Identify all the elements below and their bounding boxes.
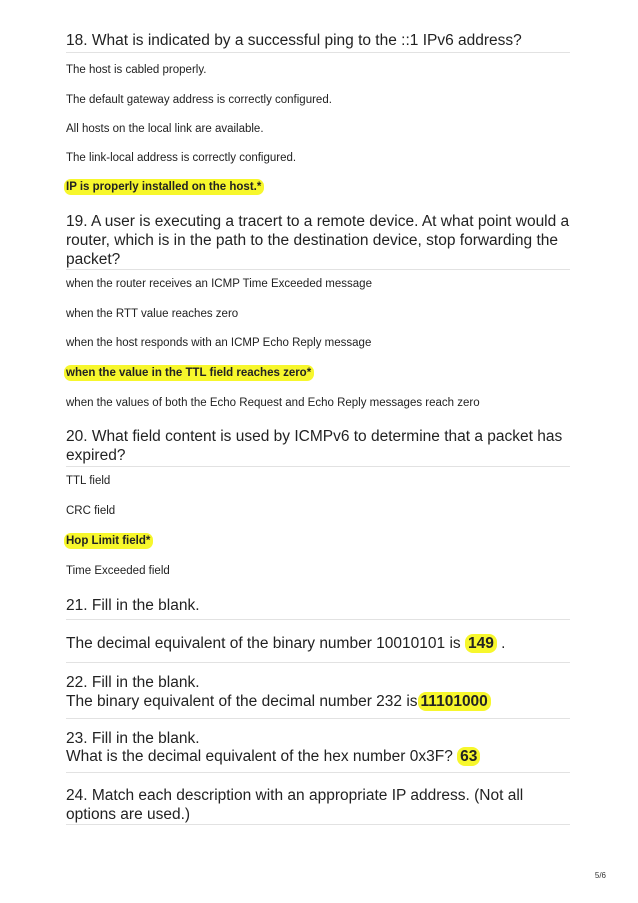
divider: [66, 824, 570, 825]
q19-option-1: when the router receives an ICMP Time Exceeded message: [66, 278, 372, 290]
q22-prompt: The binary equivalent of the decimal number 232 is: [66, 693, 418, 710]
divider: [66, 269, 570, 270]
q18-option-3: All hosts on the local link are available.: [66, 123, 264, 135]
q21-answer-highlight: 149: [465, 634, 497, 653]
question-20-title: 20. What field content is used by ICMPv6 to determine that a packet has expired?: [66, 428, 563, 464]
answer-highlight: when the value in the TTL field reaches zero*: [64, 365, 314, 381]
q21-suffix: .: [501, 635, 506, 652]
q19-option-2: when the RTT value reaches zero: [66, 308, 239, 320]
question-24-title: 24. Match each description with an appropriate IP address. (Not all options are used.): [66, 787, 524, 823]
divider: [66, 52, 570, 53]
question-19-title: 19. A user is executing a tracert to a remote device. At what point would a router, which is in the path to the destination device, stop forwarding the packet?: [66, 213, 570, 268]
q19-option-3: when the host responds with an ICMP Echo Reply message: [66, 337, 372, 349]
q20-option-4: Time Exceeded field: [66, 565, 170, 577]
question-23-title: 23. Fill in the blank.: [66, 730, 200, 747]
divider: [66, 466, 570, 467]
answer-highlight: IP is properly installed on the host.*: [64, 179, 264, 195]
q21-fill-line: [66, 634, 505, 653]
q23-fill-line: [66, 747, 480, 766]
q22-answer-highlight: 11101000: [418, 692, 491, 711]
q18-option-1: The host is cabled properly.: [66, 64, 207, 76]
divider: [66, 662, 570, 663]
divider: [66, 619, 570, 620]
answer-highlight: Hop Limit field*: [64, 533, 153, 549]
q19-correct-answer: [66, 366, 314, 380]
q19-option-5: when the values of both the Echo Request and Echo Reply messages reach zero: [66, 397, 480, 409]
q20-correct-answer: [66, 534, 153, 548]
q18-option-4: The link-local address is correctly configured.: [66, 152, 297, 164]
q23-answer-highlight: 63: [457, 747, 480, 766]
q18-option-2: The default gateway address is correctly configured.: [66, 94, 332, 106]
question-21-title: 21. Fill in the blank.: [66, 597, 200, 614]
divider: [66, 718, 570, 719]
q18-correct-answer: [66, 180, 264, 194]
page-number: 5/6: [594, 871, 606, 880]
q20-option-2: CRC field: [66, 505, 116, 517]
question-18-title: 18. What is indicated by a successful ping to the ::1 IPv6 address?: [66, 32, 522, 49]
divider: [66, 772, 570, 773]
question-22-title: 22. Fill in the blank.: [66, 674, 200, 691]
q22-fill-line: [66, 692, 491, 711]
q21-prompt: The decimal equivalent of the binary number 10010101 is: [66, 635, 461, 652]
q23-prompt: What is the decimal equivalent of the hex number 0x3F?: [66, 748, 453, 765]
q20-option-1: TTL field: [66, 475, 111, 487]
